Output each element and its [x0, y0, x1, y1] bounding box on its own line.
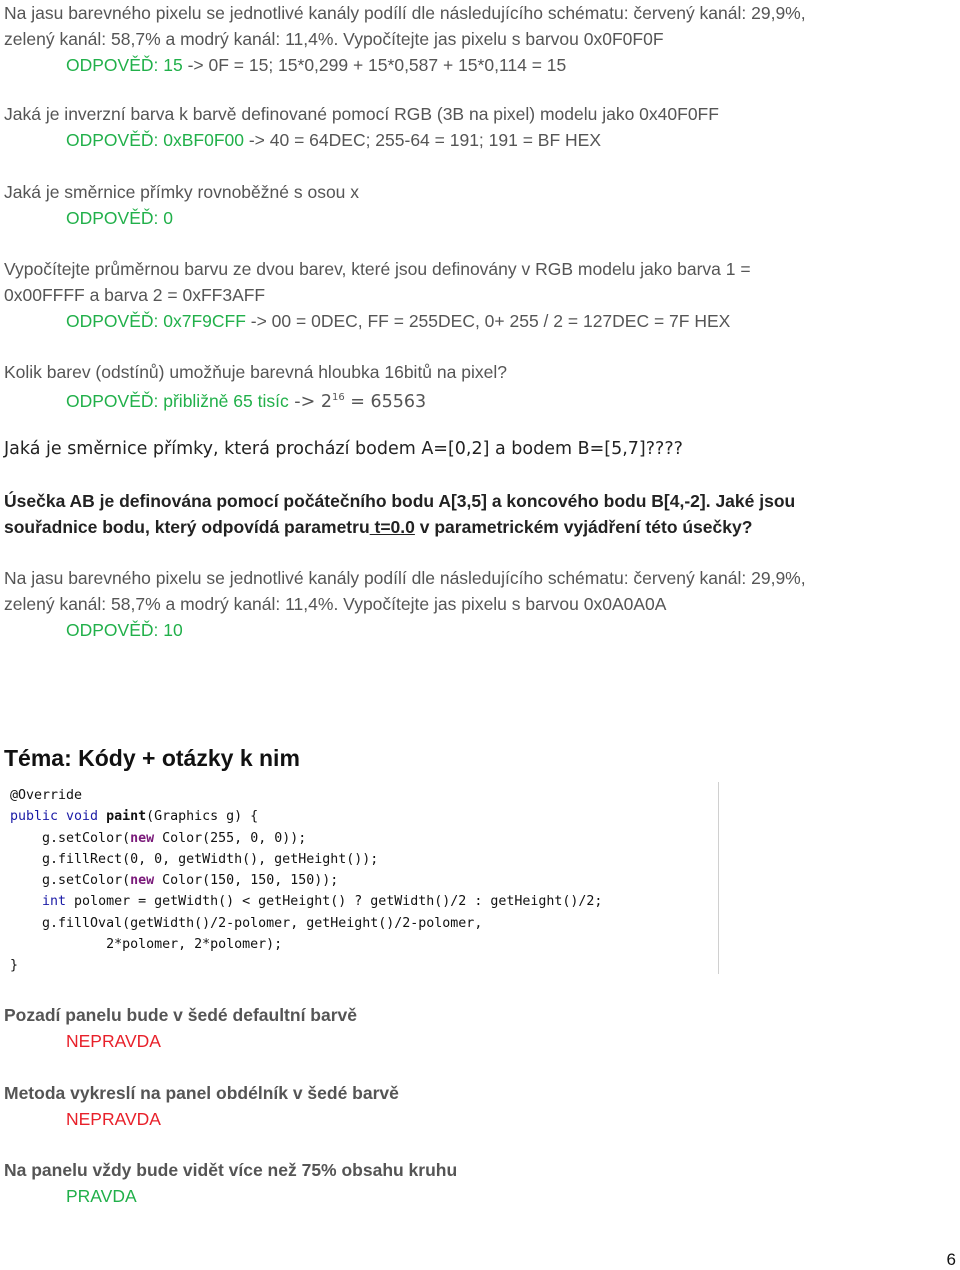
code-keyword: public void — [10, 809, 107, 825]
code-line — [10, 828, 718, 849]
question-text: zelený kanál: 58,7% a modrý kanál: 11,4%. Vypočítejte jas pixelu s barvou 0x0F0F0F — [4, 29, 664, 49]
statement-answer: PRAVDA — [66, 1186, 137, 1206]
answer-explanation: -> 2 — [288, 391, 332, 412]
code-text: (Graphics g) { — [146, 809, 259, 825]
question-brightness-1 — [4, 0, 954, 78]
code-text: polomer = getWidth() < getHeight() ? getWidth()/2 : getHeight()/2; — [66, 894, 603, 910]
statement-text: Pozadí panelu bude v šedé defaultní barvě — [4, 1005, 357, 1025]
answer-explanation: -> 40 = 64DEC; 255-64 = 191; 191 = BF HEX — [243, 130, 602, 150]
answer-explanation: -> 0F = 15; 15*0,299 + 15*0,587 + 15*0,114 = 15 — [182, 55, 567, 75]
code-text: Color(255, 0, 0)); — [154, 830, 307, 846]
question-text-underlined: t=0.0 — [369, 517, 415, 537]
code-method-name: paint — [106, 809, 147, 825]
question-line-segment — [4, 488, 954, 540]
question-text: Jaká je inverzní barva k barvě definované pomocí RGB (3B na pixel) modelu jako 0x40F0FF — [4, 104, 719, 124]
section-title: Téma: Kódy + otázky k nim — [4, 745, 300, 771]
statement-text: Metoda vykreslí na panel obdélník v šedé barvě — [4, 1083, 399, 1103]
answer — [4, 52, 954, 78]
code-text: g.setColor( — [10, 873, 131, 889]
answer-label: ODPOVĚĎ: 0x7F9CFF — [66, 311, 246, 331]
question-slope-points — [4, 436, 954, 462]
statement-text: Na panelu vždy bude vidět více než 75% obsahu kruhu — [4, 1160, 458, 1180]
question-text: Úsečka AB je definována pomocí počátečního bodu A[3,5] a koncového bodu B[4,-2]. Jaké jsou — [4, 491, 796, 511]
question-text: Jaká je směrnice přímky rovnoběžné s osou x — [4, 182, 360, 202]
question-average-color — [4, 256, 954, 334]
statement-answer: NEPRAVDA — [66, 1031, 161, 1051]
question-text — [4, 514, 954, 540]
code-line: } — [10, 958, 19, 974]
statement-3 — [4, 1157, 954, 1209]
code-line — [10, 806, 718, 827]
question-inverse-color — [4, 101, 954, 153]
code-line — [10, 891, 718, 912]
question-text: Kolik barev (odstínů) umožňuje barevná hloubka 16bitů na pixel? — [4, 362, 507, 382]
statement-1 — [4, 1002, 954, 1054]
answer — [4, 127, 954, 153]
answer-label: ODPOVĚĎ: 0 — [66, 208, 173, 228]
code-line: g.fillOval(getWidth()/2-polomer, getHeight()/2-polomer, — [10, 915, 483, 931]
code-text: Color(150, 150, 150)); — [154, 873, 339, 889]
question-text: Vypočítejte průměrnou barvu ze dvou barev, které jsou definovány v RGB modelu jako barva 1 = — [4, 259, 751, 279]
question-color-depth — [4, 359, 954, 415]
answer-label: ODPOVĚĎ: přibližně 65 tisíc — [66, 390, 289, 411]
answer — [4, 308, 954, 334]
answer-label: ODPOVĚĎ: 10 — [66, 620, 183, 640]
answer-label: ODPOVĚĎ: 0xBF0F00 — [66, 130, 244, 150]
code-line: @Override — [10, 788, 83, 803]
question-text-part: v parametrickém vyjádření této úsečky? — [414, 517, 753, 537]
statement-2 — [4, 1080, 954, 1132]
code-line — [10, 870, 718, 891]
question-text: Na jasu barevného pixelu se jednotlivé kanály podílí dle následujícího schématu: červený kanál: 29,9%, — [4, 568, 806, 588]
answer-explanation: -> 00 = 0DEC, FF = 255DEC, 0+ 255 / 2 = 127DEC = 7F HEX — [245, 311, 731, 331]
question-text: 0x00FFFF a barva 2 = 0xFF3AFF — [4, 285, 266, 305]
answer-exponent: 16 — [331, 392, 345, 403]
code-text: g.setColor( — [10, 830, 131, 846]
question-slope-parallel — [4, 179, 954, 231]
code-line: 2*polomer, 2*polomer); — [10, 937, 283, 953]
question-text-part: souřadnice bodu, který odpovídá parametru — [4, 517, 370, 537]
question-text: Na jasu barevného pixelu se jednotlivé kanály podílí dle následujícího schématu: červený kanál: 29,9%, — [4, 3, 806, 23]
code-keyword: int — [10, 894, 67, 910]
code-line: g.fillRect(0, 0, getWidth(), getHeight()); — [10, 851, 379, 867]
statement-answer: NEPRAVDA — [66, 1109, 161, 1129]
code-keyword: new — [130, 873, 155, 889]
question-text: zelený kanál: 58,7% a modrý kanál: 11,4%. Vypočítejte jas pixelu s barvou 0x0A0A0A — [4, 594, 667, 614]
answer — [4, 385, 954, 415]
answer-result: = 65563 — [344, 391, 427, 412]
code-snippet-image — [4, 782, 719, 974]
code-keyword: new — [130, 830, 155, 846]
answer — [4, 617, 954, 643]
question-brightness-2 — [4, 565, 954, 643]
answer-label: ODPOVĚĎ: 15 — [66, 55, 183, 75]
answer — [4, 205, 954, 231]
question-text: Jaká je směrnice přímky, která prochází bodem A=[0,2] a bodem B=[5,7]???? — [4, 439, 683, 459]
page-number: 6 — [946, 1250, 956, 1269]
